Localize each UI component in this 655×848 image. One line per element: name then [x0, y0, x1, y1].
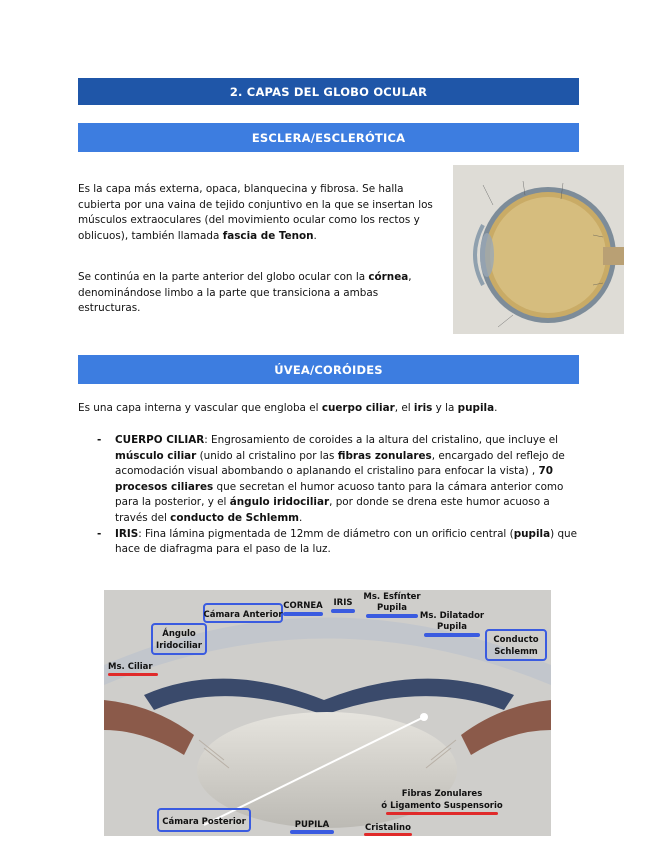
label-dilatador-2: Pupila: [437, 622, 467, 632]
label-fibras-1: Fibras Zonulares: [401, 789, 483, 799]
label-angulo-1: Ángulo: [162, 629, 196, 639]
uvea-title: ÚVEA/CORÓIDES: [274, 362, 383, 377]
uvea-header: [78, 355, 579, 384]
esclera-header: [78, 123, 579, 152]
label-camara-anterior: Cámara Anterior: [203, 610, 283, 620]
label-dilatador-1: Ms. Dilatador: [419, 611, 485, 621]
label-cristalino: Cristalino: [365, 823, 411, 833]
anterior-segment-image: [104, 590, 551, 836]
label-camara-posterior: Cámara Posterior: [162, 817, 246, 827]
label-conducto-2: Schlemm: [494, 647, 538, 657]
label-angulo-2: Iridociliar: [156, 641, 202, 651]
label-esfinter-2: Pupila: [377, 603, 407, 613]
label-esfinter-1: Ms. Esfínter: [363, 592, 421, 602]
anterior-segment-figure: [104, 590, 551, 836]
label-cornea: CORNEA: [283, 601, 323, 611]
bullet-cuerpo-ciliar: - CUERPO CILIAR: Engrosamiento de coroides a la altura del cristalino, que incluye el músculo ciliar (unido al cristalino por las fibras zonulares, encargado del reflejo de acomodación visual abombando o aplanando el cristalino para enfocar la vista) , 70 procesos ciliares que secretan el humor acuoso tanto para la cámara anterior como para la posterior, y el ángulo iridociliar, por donde se drena este humor acuoso a través del conducto de Schlemm.: [97, 434, 565, 524]
label-ms-ciliar: Ms. Ciliar: [108, 662, 153, 672]
uvea-intro: Es una capa interna y vascular que engloba el cuerpo ciliar, el iris y la pupila.: [78, 402, 498, 414]
esclera-paragraph-2: Se continúa en la parte anterior del globo ocular con la córnea, denominándose limbo a la parte que transiciona a ambas estructuras.: [78, 271, 412, 315]
label-iris: IRIS: [333, 598, 353, 608]
label-pupila: PUPILA: [294, 820, 330, 830]
esclera-paragraph-1: Es la capa más externa, opaca, blanquecina y fibrosa. Se halla cubierta por una vaina de tejido conjuntivo en la que se insertan los músculos extraoculares (del movimiento ocular como los rectos y oblicuos), también llamada fascia de Tenon.: [78, 183, 433, 242]
eye-cross-section-figure: [453, 165, 624, 334]
section-title: 2. CAPAS DEL GLOBO OCULAR: [229, 84, 428, 99]
label-fibras-2: ó Ligamento Suspensorio: [381, 801, 503, 811]
uvea-bullet-list: [97, 433, 579, 558]
esclera-title: ESCLERA/ESCLERÓTICA: [251, 130, 406, 145]
bullet-iris: - IRIS: Fina lámina pigmentada de 12mm de diámetro con un orificio central (pupila) que hace de diafragma para el paso de la luz.: [97, 527, 578, 556]
label-conducto-1: Conducto: [493, 635, 539, 645]
eye-cross-section-image: [453, 165, 624, 334]
section-title-bar: [78, 78, 579, 105]
